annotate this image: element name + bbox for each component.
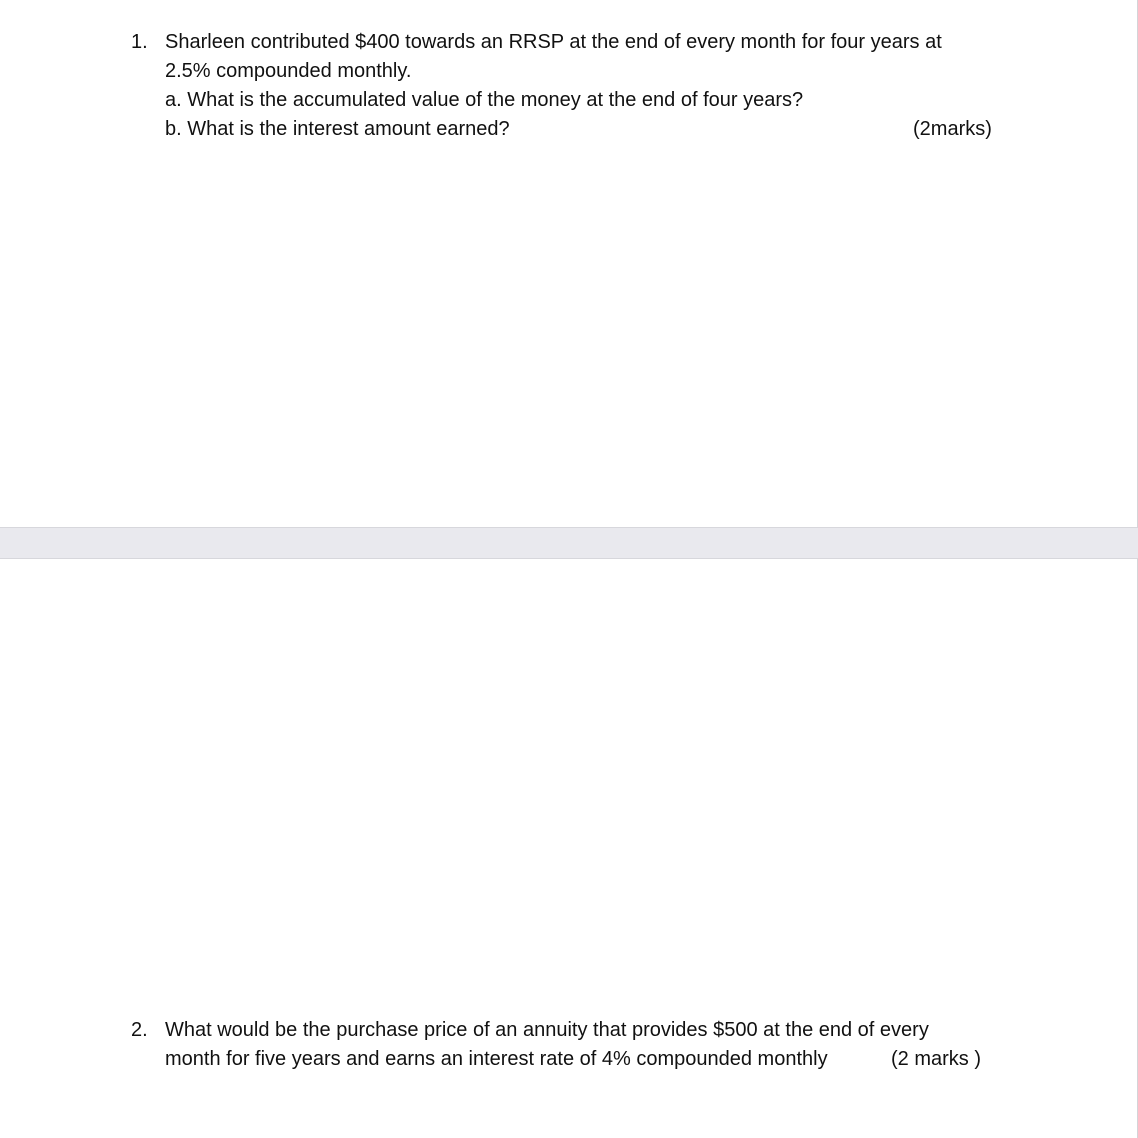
question-1-marks: (2marks)	[913, 118, 992, 140]
question-2-number: 2.	[131, 1019, 148, 1041]
page-separator	[0, 528, 1138, 558]
question-1-number: 1.	[131, 31, 148, 53]
question-1-line-1: Sharleen contributed $400 towards an RRSP at the end of every month for four years at	[165, 31, 942, 53]
document-page-1	[0, 0, 1138, 528]
question-2-line-2: month for five years and earns an interest rate of 4% compounded monthly	[165, 1048, 828, 1070]
question-1-line-2: 2.5% compounded monthly.	[165, 60, 412, 82]
question-1-part-b: b. What is the interest amount earned?	[165, 118, 510, 140]
question-2-marks: (2 marks )	[891, 1048, 981, 1070]
question-1-part-a: a. What is the accumulated value of the money at the end of four years?	[165, 89, 804, 111]
document-page-2	[0, 558, 1138, 1138]
question-2-line-1: What would be the purchase price of an annuity that provides $500 at the end of every	[165, 1019, 929, 1041]
